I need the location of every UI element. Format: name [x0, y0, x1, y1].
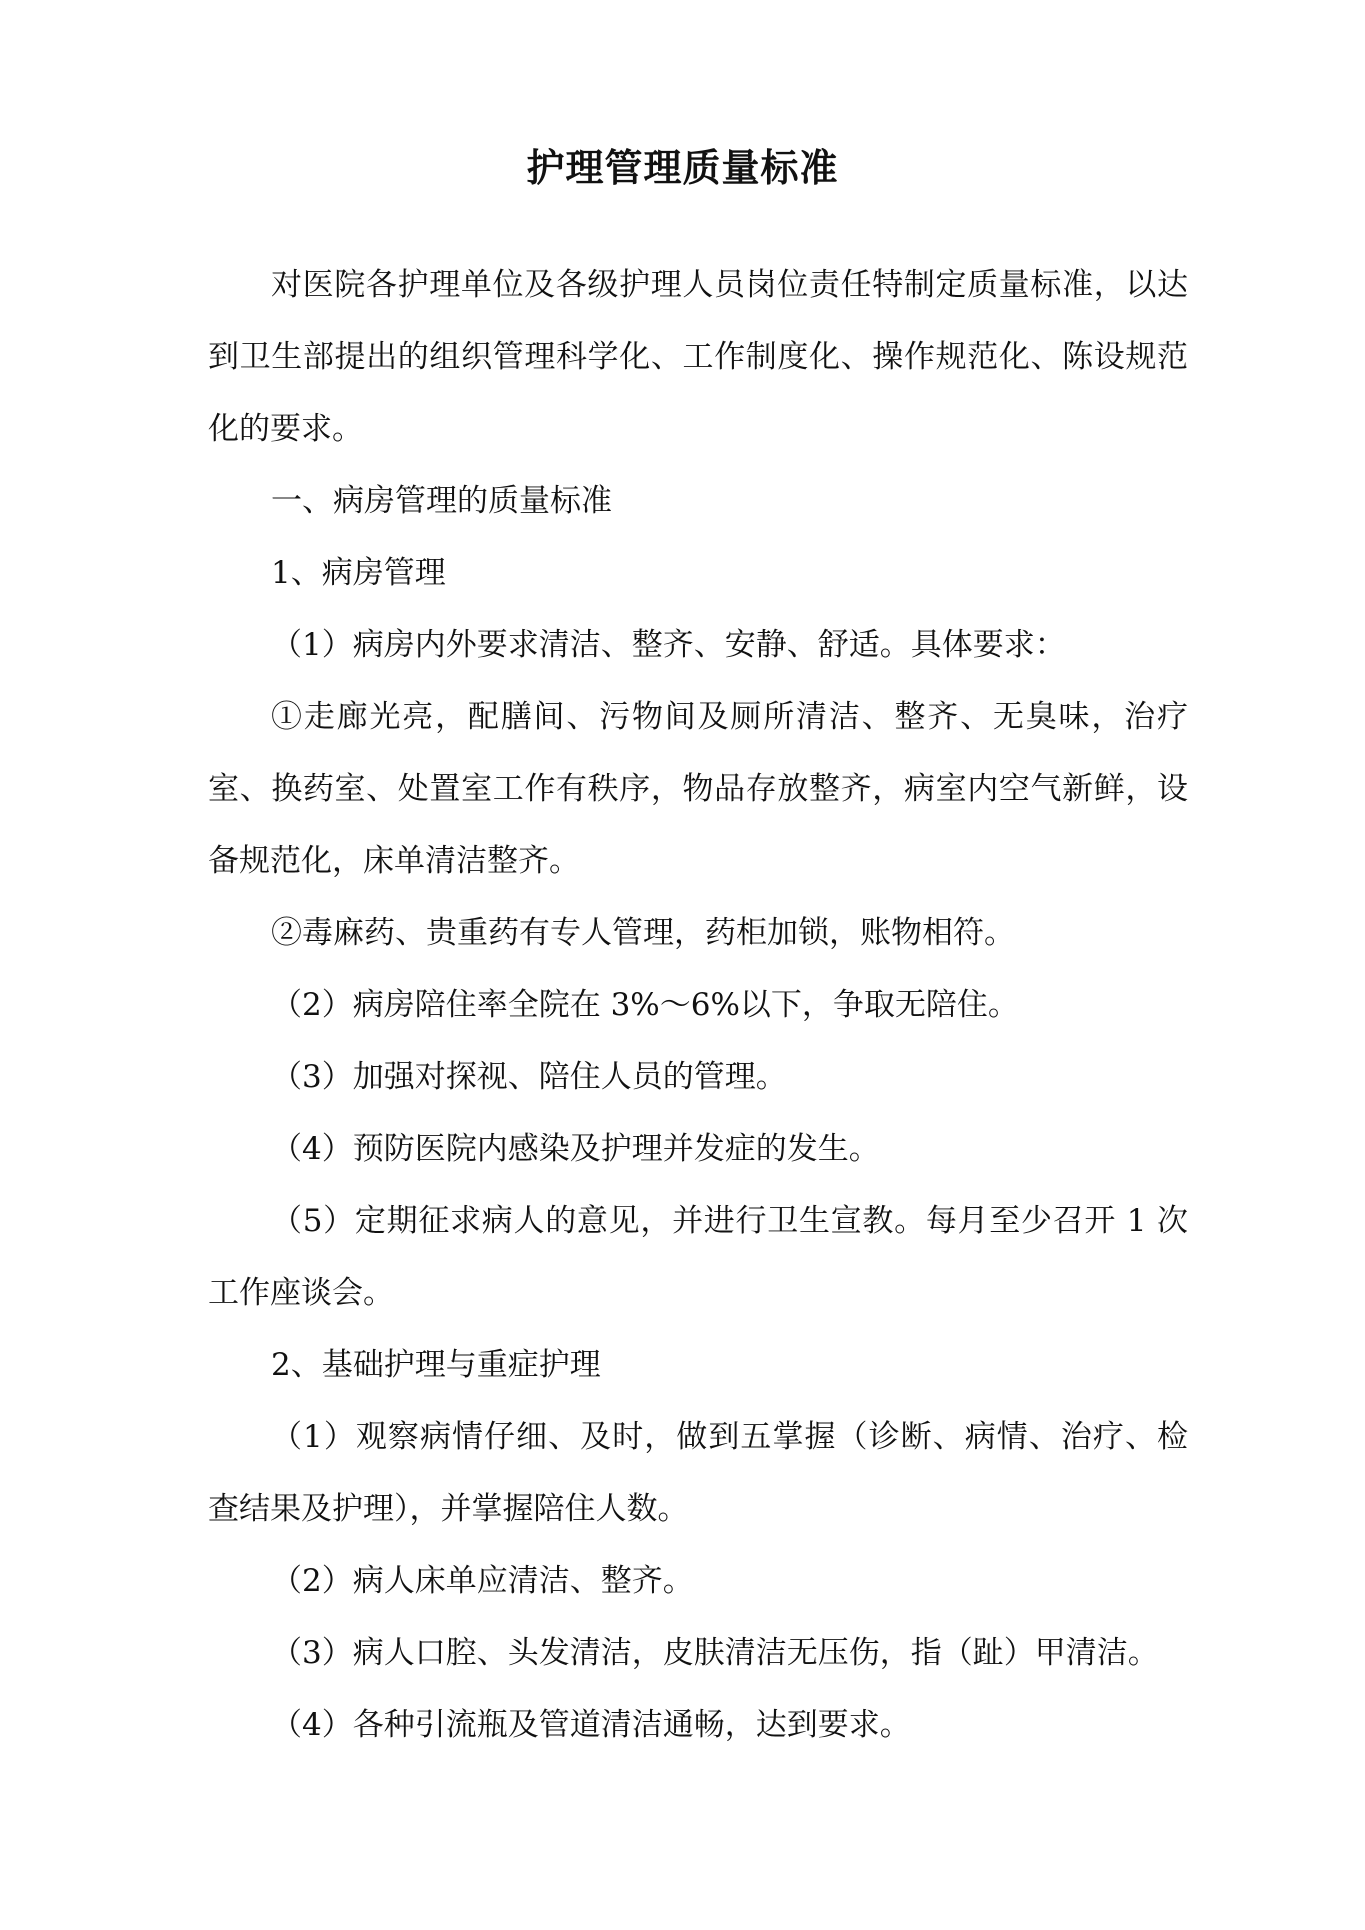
item-corridor-requirements: ①走廊光亮，配膳间、污物间及厕所清洁、整齐、无臭味，治疗室、换药室、处置室工作有秩序，物品存放整齐，病室内空气新鲜，设备规范化，床单清洁整齐。 — [208, 699, 1188, 879]
item-visitor-management: （3）加强对探视、陪住人员的管理。 — [271, 1059, 787, 1095]
intro-paragraph: 对医院各护理单位及各级护理人员岗位责任特制定质量标准，以达到卫生部提出的组织管理科学化、工作制度化、操作规范化、陈设规范化的要求。 — [208, 267, 1188, 447]
item-drainage-tubes: （4）各种引流瓶及管道清洁通畅，达到要求。 — [271, 1707, 911, 1743]
item-infection-prevention: （4）预防医院内感染及护理并发症的发生。 — [271, 1131, 880, 1167]
item-observation: （1）观察病情仔细、及时，做到五掌握（诊断、病情、治疗、检查结果及护理），并掌握陪住人数。 — [208, 1419, 1188, 1527]
subsection-heading-basic-care: 2、基础护理与重症护理 — [271, 1347, 601, 1383]
section-heading-ward-quality: 一、病房管理的质量标准 — [271, 483, 612, 519]
item-bed-linen: （2）病人床单应清洁、整齐。 — [271, 1563, 694, 1599]
item-accompany-rate: （2）病房陪住率全院在 3%～6%以下，争取无陪住。 — [271, 987, 1019, 1023]
document-title: 护理管理质量标准 — [526, 145, 839, 190]
item-patient-hygiene: （3）病人口腔、头发清洁，皮肤清洁无压伤，指（趾）甲清洁。 — [271, 1635, 1159, 1671]
document-body — [208, 249, 1188, 1761]
item-ward-cleanliness: （1）病房内外要求清洁、整齐、安静、舒适。具体要求： — [271, 627, 1066, 663]
item-drug-management: ②毒麻药、贵重药有专人管理，药柜加锁，账物相符。 — [271, 915, 1015, 951]
subsection-heading-ward-management: 1、病房管理 — [271, 555, 446, 591]
item-patient-feedback: （5）定期征求病人的意见，并进行卫生宣教。每月至少召开 1 次工作座谈会。 — [208, 1203, 1188, 1311]
